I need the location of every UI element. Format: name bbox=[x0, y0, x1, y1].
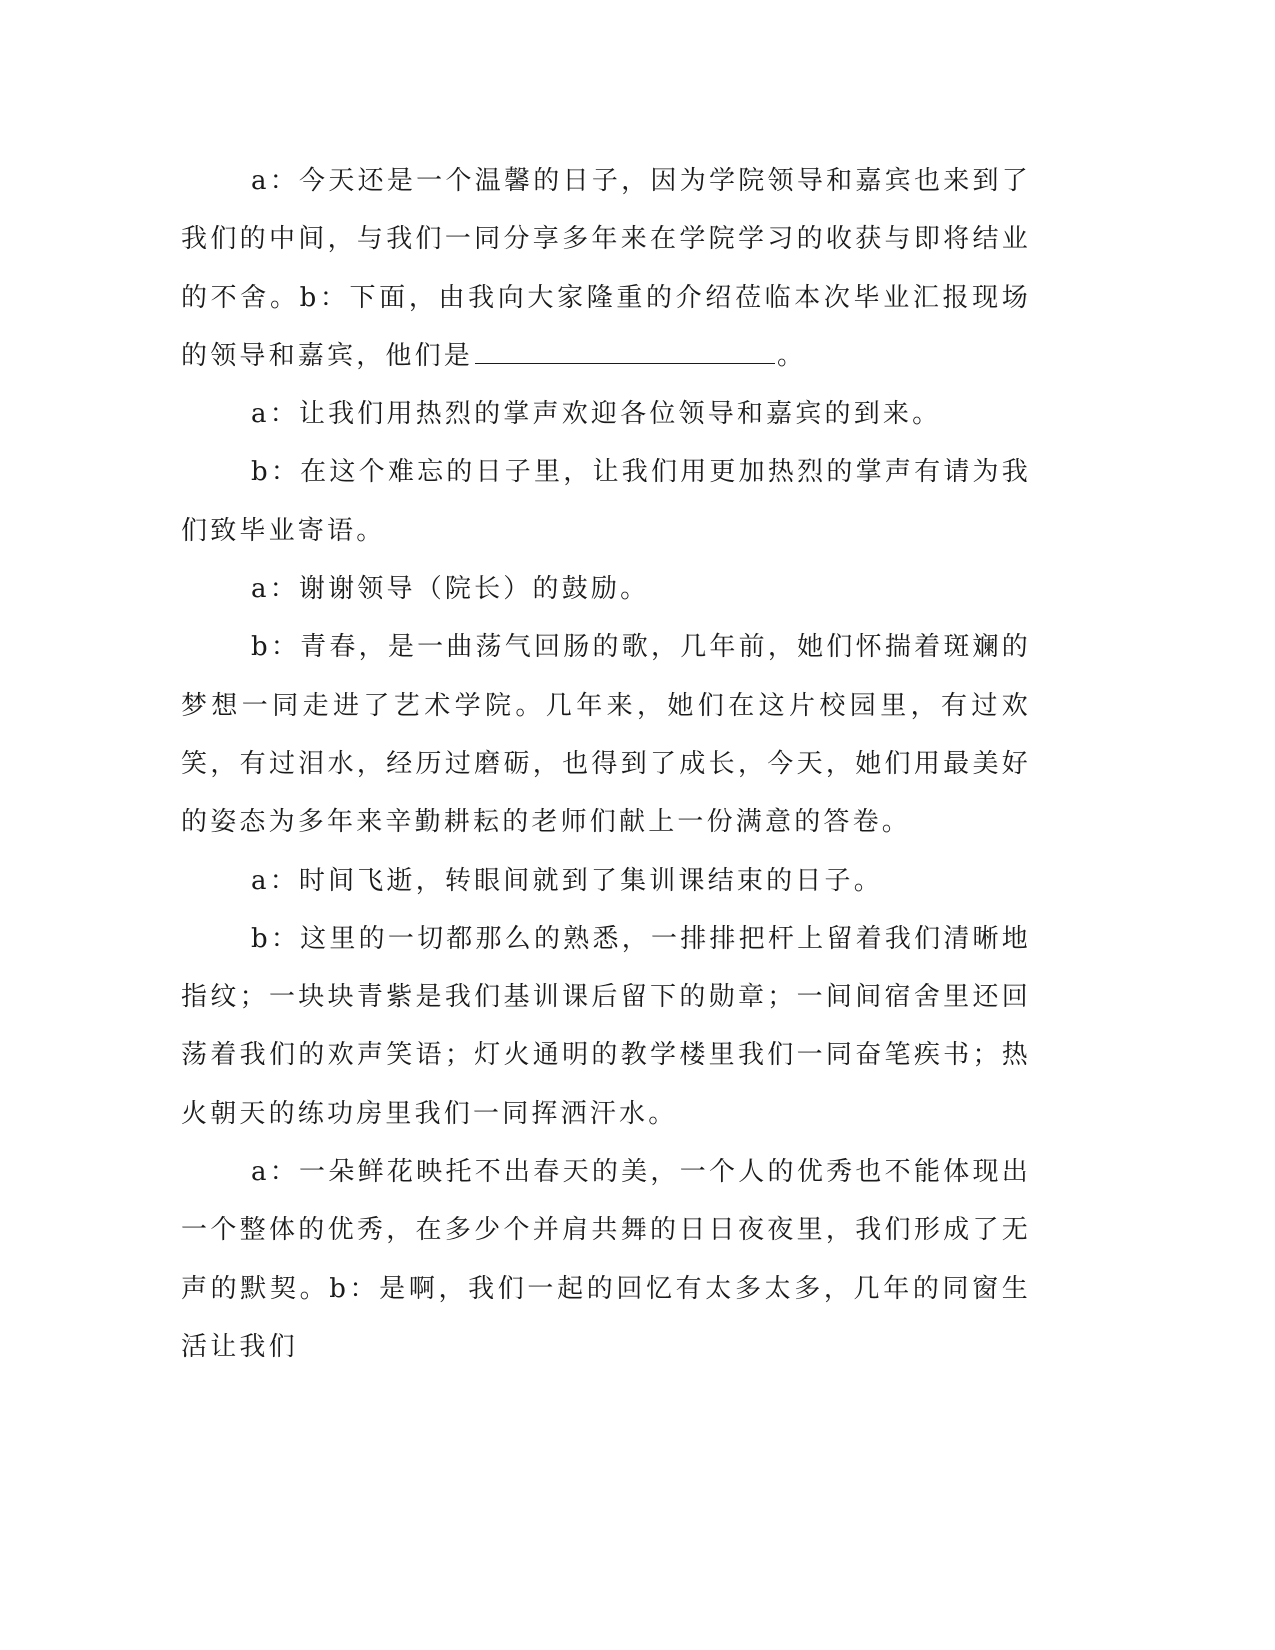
paragraph-1 bbox=[181, 152, 1031, 385]
paragraph-8: a：一朵鲜花映托不出春天的美，一个人的优秀也不能体现出一个整体的优秀，在多少个并肩共舞的日日夜夜里，我们形成了无声的默契。b：是啊，我们一起的回忆有太多太多，几年的同窗生活让我们 bbox=[181, 1157, 1031, 1362]
paragraph-1-suffix: 。 bbox=[777, 340, 807, 371]
paragraph-1-text: a：今天还是一个温馨的日子，因为学院领导和嘉宾也来到了我们的中间，与我们一同分享多年来在学院学习的收获与即将结业的不舍。b：下面，由我向大家隆重的介绍莅临本次毕业汇报现场的领导和嘉宾，他们是 bbox=[181, 166, 1031, 371]
paragraph-5: b：青春，是一曲荡气回肠的歌，几年前，她们怀揣着斑斓的梦想一同走进了艺术学院。几年来，她们在这片校园里，有过欢笑，有过泪水，经历过磨砺，也得到了成长，今天，她们用最美好的姿态为多年来辛勤耕耘的老师们献上一份满意的答卷。 bbox=[181, 632, 1031, 838]
document-body bbox=[181, 152, 1031, 1376]
paragraph-7: b：这里的一切都那么的熟悉，一排排把杆上留着我们清晰地指纹；一块块青紫是我们基训课后留下的勋章；一间间宿舍里还回荡着我们的欢声笑语；灯火通明的教学楼里我们一同奋笔疾书；热火朝天的练功房里我们一同挥洒汗水。 bbox=[181, 923, 1031, 1129]
paragraph-6: a：时间飞逝，转眼间就到了集训课结束的日子。 bbox=[251, 865, 883, 896]
paragraph-3: b：在这个难忘的日子里，让我们用更加热烈的掌声有请为我们致毕业寄语。 bbox=[181, 457, 1031, 546]
paragraph-2: a：让我们用热烈的掌声欢迎各位领导和嘉宾的到来。 bbox=[251, 399, 942, 430]
fill-in-blank-line bbox=[475, 339, 775, 364]
paragraph-4: a：谢谢领导（院长）的鼓励。 bbox=[251, 574, 650, 605]
